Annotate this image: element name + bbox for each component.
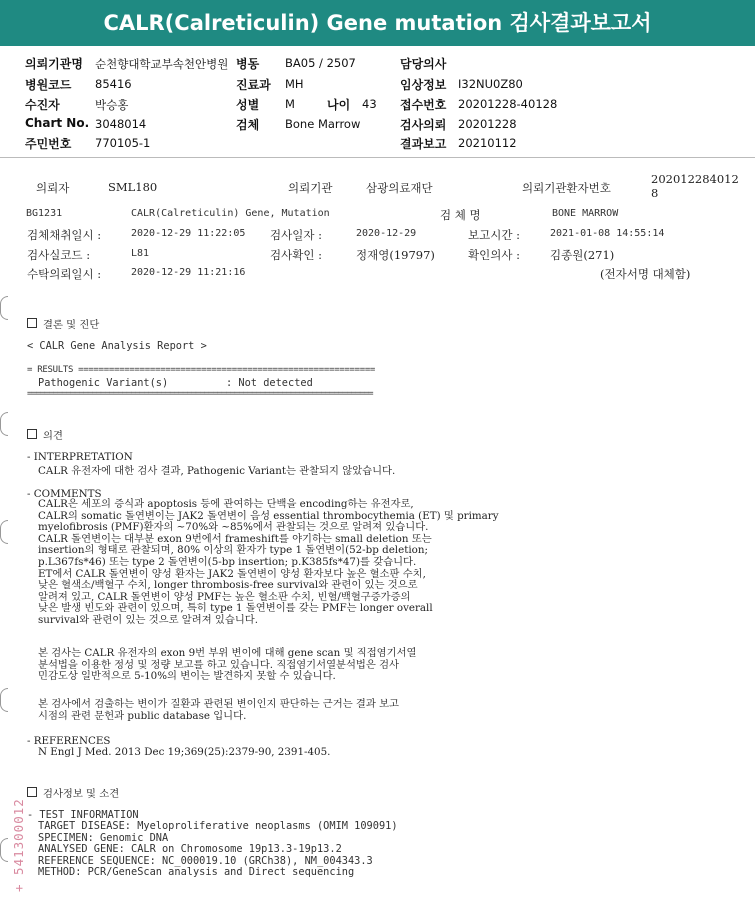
inst-patient-value: 202012284012	[651, 172, 739, 186]
section-box-icon	[27, 787, 37, 797]
comment-line: ET에서 CALR 돌연변이 양성 환자는 JAK2 돌연변이 양성 환자보다 높은 혈소판 수치,	[38, 567, 426, 580]
label-report-date: 결과보고	[400, 137, 447, 151]
value-sex: M	[285, 97, 295, 111]
barcode-text: + 541300012	[11, 798, 26, 892]
comment-line: 낮은 발생 빈도와 관련이 있으며, 특히 type 1 돌연변이를 갖는 PMF는 longer overall	[38, 602, 433, 615]
test-name: CALR(Calreticulin) Gene, Mutation	[131, 208, 330, 219]
label-sex: 성별	[236, 98, 260, 112]
esign-note: (전자서명 대체함)	[600, 267, 691, 281]
label-resident-no: 주민번호	[25, 137, 72, 151]
section-box-icon	[27, 318, 37, 328]
institution-value: 삼광의료재단	[366, 181, 433, 195]
section-test-info-heading	[27, 785, 119, 800]
inst-patient-value-cont: 8	[651, 186, 659, 200]
requester-value: SML180	[108, 180, 158, 194]
value-resident-no: 770105-1	[95, 136, 151, 150]
pathogenic-label: Pathogenic Variant(s)	[38, 377, 169, 389]
institution-label: 의뢰기관	[288, 181, 333, 195]
value-age: 43	[362, 97, 377, 111]
label-physician: 담당의사	[400, 57, 447, 71]
interpretation-heading: - INTERPRETATION	[27, 451, 133, 463]
report-time-value: 2021-01-08 14:55:14	[550, 228, 665, 239]
test-confirm-label: 검사확인 :	[270, 248, 322, 262]
inst-patient-label: 의뢰기관환자번호	[522, 181, 611, 195]
interpretation-text: CALR 유전자에 대한 검사 결과, Pathogenic Variant는 관찰되지 않았습니다.	[38, 465, 396, 477]
comment-line: CALR의 somatic 돌연변이는 JAK2 돌연변이 음성 essential thrombocythemia (ET) 및 primary	[38, 509, 499, 522]
test-info-line: SPECIMEN: Genomic DNA	[38, 831, 169, 844]
scan-bracket	[0, 412, 8, 436]
comment-line: myelofibrosis (PMF)환자의 ~70%와 ~85%에서 관찰되는 것으로 알려져 있습니다.	[38, 521, 429, 534]
method-line: 분석법을 이용한 정성 및 정량 보고를 하고 있습니다. 직접염기서열분석법은 검사	[38, 658, 399, 671]
test-info-line: REFERENCE SEQUENCE: NC_000019.10 (GRCh38), NM_004343.3	[38, 854, 373, 867]
scan-bracket	[0, 296, 8, 320]
test-info-line: TARGET DISEASE: Myeloproliferative neoplasms (OMIM 109091)	[38, 820, 398, 832]
value-department: MH	[285, 77, 304, 91]
test-confirm-value: 정재영(19797)	[356, 248, 435, 262]
comment-line: insertion의 형태로 관찰되며, 80% 이상의 환자가 type 1 돌연변이(52-bp deletion;	[38, 544, 428, 557]
section-box-icon	[27, 429, 37, 439]
value-ward: BA05 / 2507	[285, 56, 356, 70]
test-date-value: 2020-12-29	[356, 228, 417, 239]
report-title: CALR(Calreticulin) Gene mutation 검사결과보고서	[103, 11, 652, 35]
label-hospital-code: 병원코드	[25, 78, 72, 92]
lab-code-value: L81	[131, 248, 150, 259]
comment-line: 낮은 혈색소/백혈구 수치, longer thrombosis-free survival와 관련이 있는 것으로	[38, 579, 418, 592]
lab-code-label: 검사실코드 :	[27, 248, 91, 262]
value-institution: 순천향대학교부속천안병원	[95, 57, 229, 71]
divider	[0, 157, 755, 158]
test-date-label: 검사일자 :	[270, 228, 322, 242]
value-clinical-info: I32NU0Z80	[458, 77, 523, 91]
comment-line: CALR은 세포의 증식과 apoptosis 등에 관여하는 단백을 encoding하는 유전자로,	[38, 498, 414, 510]
label-department: 진료과	[236, 78, 271, 92]
analysis-title: < CALR Gene Analysis Report >	[27, 340, 207, 352]
label-ward: 병동	[236, 57, 260, 71]
value-accession: 20201228-40128	[458, 97, 558, 111]
scan-bracket	[0, 688, 8, 712]
doctor-value: 김종원(271)	[550, 248, 615, 262]
comments-body	[38, 499, 499, 627]
section-opinion-heading	[27, 427, 63, 442]
label-accession: 접수번호	[400, 98, 447, 112]
label-patient: 수진자	[25, 98, 60, 112]
test-info-heading: - TEST INFORMATION	[27, 809, 139, 821]
pathogenic-value: : Not detected	[226, 377, 313, 389]
method-line: 본 검사는 CALR 유전자의 exon 9번 부위 변이에 대해 gene scan 및 직접염기서열	[38, 647, 417, 659]
label-clinical-info: 임상정보	[400, 78, 447, 92]
test-code: BG1231	[26, 208, 63, 219]
double-rule: ================================================================================	[27, 389, 373, 399]
value-patient: 박승홍	[95, 98, 129, 112]
references-text: N Engl J Med. 2013 Dec 19;369(25):2379-90, 2391-405.	[38, 746, 331, 758]
collect-label: 검체채취일시 :	[27, 228, 102, 242]
scan-bracket	[0, 520, 8, 544]
requester-label: 의뢰자	[36, 181, 70, 195]
section-conclusion-heading	[27, 316, 99, 331]
comment-line: CALR 돌연변이는 대부분 exon 9번에서 frameshift를 야기하는 small deletion 또는	[38, 532, 432, 545]
method-paragraph	[38, 648, 416, 683]
test-info-body	[38, 821, 398, 879]
received-label: 수탁의뢰일시 :	[27, 267, 102, 281]
specimen-name-value: BONE MARROW	[552, 208, 619, 219]
barcode-stamp	[11, 762, 27, 912]
value-report-date: 20210112	[458, 136, 517, 150]
value-chart-no: 3048014	[95, 117, 147, 131]
report-time-label: 보고시간 :	[468, 228, 520, 242]
basis-line: 시점의 관련 문헌과 public database 입니다.	[38, 709, 247, 722]
section-conclusion-title: 결론 및 진단	[43, 319, 100, 331]
comments-heading: - COMMENTS	[27, 488, 102, 500]
label-institution: 의뢰기관명	[25, 57, 83, 71]
method-line: 민감도상 일반적으로 5-10%의 변이는 발견하지 못할 수 있습니다.	[38, 670, 336, 683]
results-line: = RESULTS ==========================================================	[27, 365, 376, 375]
doctor-label: 확인의사 :	[468, 248, 520, 262]
basis-paragraph	[38, 699, 399, 722]
received-value: 2020-12-29 11:21:16	[131, 267, 246, 278]
value-hospital-code: 85416	[95, 77, 132, 91]
basis-line: 본 검사에서 검출하는 변이가 질환과 관련된 변이인지 판단하는 근거는 결과 보고	[38, 698, 399, 710]
value-specimen: Bone Marrow	[285, 117, 361, 131]
section-test-info-title: 검사정보 및 소견	[43, 788, 120, 800]
test-info-line: ANALYSED GENE: CALR on Chromosome 19p13.3-19p13.2	[38, 843, 342, 856]
collect-value: 2020-12-29 11:22:05	[131, 228, 246, 239]
scan-bracket	[0, 838, 8, 862]
test-info-line: METHOD: PCR/GeneScan analysis and Direct sequencing	[38, 866, 355, 879]
value-request-date: 20201228	[458, 117, 517, 131]
label-age: 나이	[327, 98, 351, 112]
specimen-name-label: 검 체 명	[440, 208, 481, 222]
label-specimen: 검체	[236, 118, 260, 132]
comment-line: survival와 관련이 있는 것으로 알려져 있습니다.	[38, 613, 258, 626]
label-chart-no: Chart No.	[25, 116, 90, 130]
comment-line: 알려져 있고, CALR 돌연변이 양성 PMF는 높은 혈소판 수치, 빈혈/백혈구증가증의	[38, 590, 411, 603]
references-heading: - REFERENCES	[27, 735, 111, 747]
section-opinion-title: 의견	[43, 430, 63, 442]
label-request-date: 검사의뢰	[400, 118, 447, 132]
comment-line: p.L367fs*46) 또는 type 2 돌연변이(5-bp insertion; p.K385fs*47)를 갖습니다.	[38, 555, 417, 568]
